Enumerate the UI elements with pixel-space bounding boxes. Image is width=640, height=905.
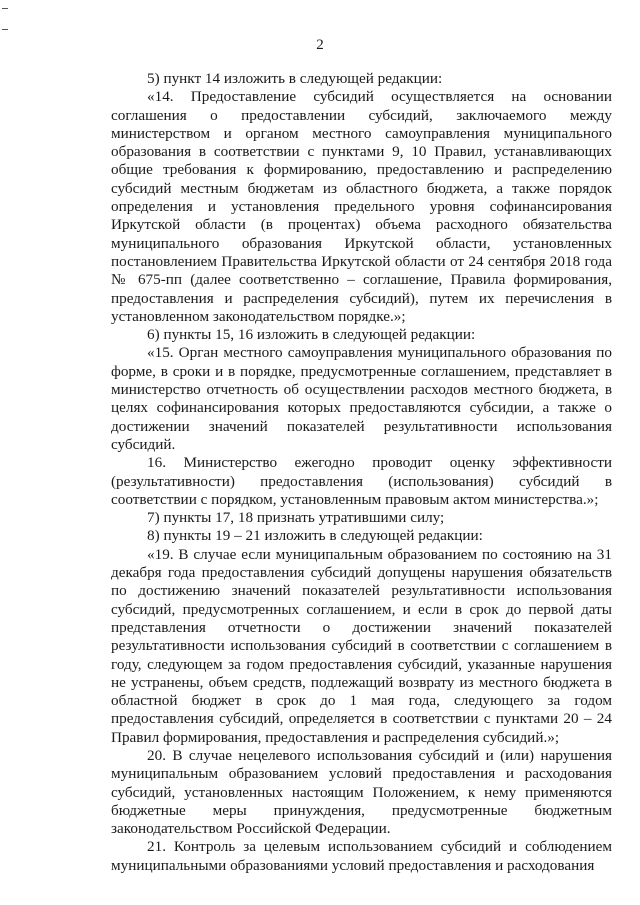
paragraph-item-7: 7) пункты 17, 18 признать утратившими силу; — [147, 509, 445, 527]
scan-edge-mark — [2, 29, 8, 30]
paragraph-clause-16: 16. Министерство ежегодно проводит оценку эффективности (результативности) предоставления (использования) субсидий в соответствии с порядком, установленным правовым актом министерства.»; — [111, 454, 612, 508]
paragraph-item-5: 5) пункт 14 изложить в следующей редакции: — [147, 70, 443, 87]
paragraph-clause-15: «15. Орган местного самоуправления муниципального образования по форме, в сроки и в порядке, предусмотренные соглашением, представляет в министерство отчетность об осуществлении расходов местного бюджета, в целях софинансирования которых предоставляются субсидии, а также о достижении значений показателей результативности использования субсидий. — [111, 344, 612, 453]
page-number: 2 — [316, 37, 324, 53]
paragraph-clause-20: 20. В случае нецелевого использования субсидий и (или) нарушения муниципальным образованием условий предоставления и расходования субсидий, установленных настоящим Положением, к нему применяются бюджетные меры принуждения, предусмотренные бюджетным законодательством Российской Федерации. — [111, 746, 612, 838]
paragraph-clause-21: 21. Контроль за целевым использованием субсидий и соблюдением муниципальными образованиями условий предоставления и расходования — [111, 838, 612, 874]
paragraph-clause-14: «14. Предоставление субсидий осуществляется на основании соглашения о предоставлении субсидий, заключаемого между министерством и органом местного самоуправления муниципального образования в соответствии с пунктами 9, 10 Правил, устанавливающих общие требования к формированию, предоставлению и распределению субсидий местным бюджетам из областного бюджета, а также порядок определения и установления предельного уровня софинансирования Иркутской области (в процентах) объема расходного обязательства муниципального образования Иркутской области, установленных постановлением Правительства Иркутской области от 24 сентября 2018 года № 675-пп (далее соответственно – соглашение, Правила формирования, предоставления и распределения субсидий), путем их перечисления в установленном законодательством порядке.»; — [111, 88, 612, 325]
paragraph-clause-19: «19. В случае если муниципальным образованием по состоянию на 31 декабря года предоставления субсидий допущены нарушения обязательств по достижению значений показателей результативности использования субсидий, предусмотренных соглашением, и если в срок до первой даты представления отчетности о достижении значений показателей результативности использования субсидий в соответствии с соглашением в году, следующем за годом предоставления субсидий, указанные нарушения не устранены, объем средств, подлежащий возврату из местного бюджета в областной бюджет в срок до 1 мая года, следующего за годом предоставления субсидий, определяется в соответствии с пунктами 20 – 24 Правил формирования, предоставления и распределения субсидий.»; — [111, 545, 612, 746]
scan-edge-mark — [2, 8, 8, 9]
paragraph-item-8: 8) пункты 19 – 21 изложить в следующей редакции: — [147, 527, 483, 545]
paragraph-item-6: 6) пункты 15, 16 изложить в следующей редакции: — [147, 326, 476, 344]
document-body — [111, 70, 612, 875]
